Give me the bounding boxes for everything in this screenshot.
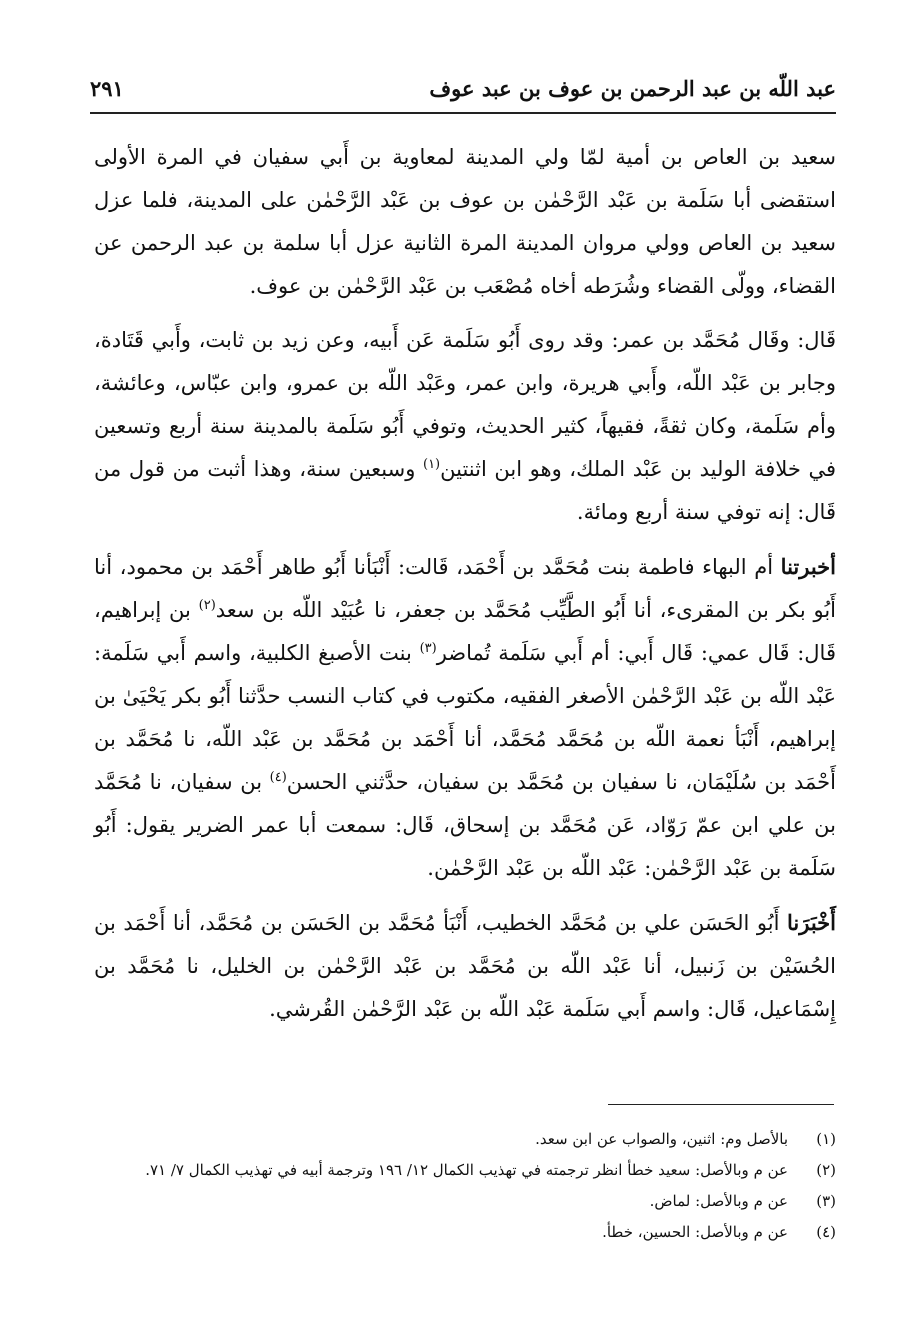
paragraph-text: أَبُو الحَسَن علي بن مُحَمَّد الخطيب، أَنْبَأ مُحَمَّد بن الحَسَن بن مُحَمَّد، أنا أَحْمَد بن الحُسَيْن بن زَنبيل، أنا عَبْد اللّه بن مُحَمَّد بن عَبْد الرَّحْمٰن بن الخليل، نا مُحَمَّد بن إِسْمَاعيل، قَال: واسم أَبي سَلَمة عَبْد اللّه بن عَبْد الرَّحْمٰن القُرشي. [94, 911, 836, 1021]
footnote [100, 1124, 836, 1155]
footnotes [100, 1124, 836, 1248]
footnote-number: (٢) [816, 1161, 836, 1179]
paragraph-lead-word: أخبرتنا [780, 554, 836, 579]
paragraph-lead-word: أَخْبَرَنا [787, 910, 836, 935]
footnote-number: (٣) [816, 1192, 836, 1210]
footnote-text: عن م وبالأصل: لماض. [649, 1192, 788, 1210]
paragraph-text: سعيد بن العاص بن أمية لمّا ولي المدينة لمعاوية بن أَبي سفيان في المرة الأولى استقضى أبا سَلَمة بن عَبْد الرَّحْمٰن بن عوف بن عَبْد الرَّحْمٰن على المدينة، فلما عزل سعيد بن العاص وولي مروان المدينة المرة الثانية عزل أبا سلمة بن عبد الرحمن عن القضاء، وولّى القضاء وشُرَطه أخاه مُصْعَب بن عَبْد الرَّحْمٰن بن عوف. [94, 145, 836, 298]
footnote-text: عن م وبالأصل: سعيد خطأ انظر ترجمته في تهذيب الكمال ١٢/ ١٩٦ وترجمة أبيه في تهذيب الكمال ٧/ ٧١. [145, 1161, 788, 1179]
header-rule [90, 112, 836, 114]
paragraph-1 [94, 136, 836, 308]
paragraph-text: وسبعين سنة، وهذا أثبت من قول من قَال: إنه توفي سنة أربع ومائة. [94, 457, 836, 524]
main-text [94, 136, 836, 1031]
footnote-ref-2: (٢) [198, 598, 216, 613]
paragraph-3 [94, 545, 836, 890]
paragraph-text: قَال: وقَال مُحَمَّد بن عمر: وقد روى أَبُو سَلَمة عَن أَبيه، وعن زيد بن ثابت، وأَبي قَتَادة، وجابر بن عَبْد اللّه، وأَبي هريرة، وابن عمر، وعَبْد اللّه بن عمرو، وابن عبّاس، وعائشة، وأم سَلَمة، وكان ثقةً، فقيهاً، كثير الحديث، وتوفي أَبُو سَلَمة بالمدينة سنة أربع وتسعين في خلافة الوليد بن عَبْد الملك، وهو ابن اثنتين [94, 328, 836, 481]
page-number: ٢٩١ [90, 76, 124, 101]
footnote [100, 1186, 836, 1217]
paragraph-4 [94, 901, 836, 1031]
footnote-ref-3: (٣) [419, 641, 437, 656]
footnote-text: بالأصل وم: اثنين، والصواب عن ابن سعد. [535, 1130, 788, 1148]
footnote-rule [608, 1104, 834, 1105]
footnote [100, 1217, 836, 1248]
paragraph-text: بن سفيان، نا مُحَمَّد بن علي ابن عمّ رَوّاد، عَن مُحَمَّد بن إسحاق، قَال: سمعت أبا عمر الضرير يقول: أَبُو سَلَمة بن عَبْد الرَّحْمٰن: عَبْد اللّه بن عَبْد الرَّحْمٰن. [94, 770, 836, 880]
running-title: عبد اللّه بن عبد الرحمن بن عوف بن عبد عوف [429, 76, 836, 101]
footnote-text: عن م وبالأصل: الحسين، خطأ. [602, 1223, 788, 1241]
paragraph-2 [94, 319, 836, 534]
paragraph-text: بنت الأصبغ الكلبية، واسم أَبي سَلَمة: عَبْد اللّه بن عَبْد الرَّحْمٰن الأصغر الفقيه، مكتوب في كتاب النسب حدَّثنا أَبُو بكر يَحْيَىٰ بن إبراهيم، أَنْبَأ نعمة اللّه بن مُحَمَّد مُحَمَّد، أنا أَحْمَد بن مُحَمَّد بن عَبْد اللّه، نا مُحَمَّد بن أَحْمَد بن سُلَيْمَان، نا سفيان بن مُحَمَّد بن سفيان، حدَّثني الحسن [94, 641, 836, 794]
footnote-ref-1: (١) [422, 457, 441, 472]
footnote-number: (١) [816, 1130, 836, 1148]
footnote [100, 1155, 836, 1186]
footnote-number: (٤) [816, 1223, 836, 1241]
paragraph-text: بن إبراهيم، قَال: قَال عمي: قَال أَبي: أم أَبي سَلَمة تُماضر [94, 598, 836, 665]
footnote-ref-4: (٤) [269, 770, 287, 785]
page-header [90, 70, 836, 110]
paragraph-text: أم البهاء فاطمة بنت مُحَمَّد بن أَحْمَد، قَالت: أَنْبَأنا أَبُو طاهر أَحْمَد بن محمود، أنا أَبُو بكر بن المقرىء، أنا أَبُو الطَّيِّب مُحَمَّد بن جعفر، نا عُبَيْد اللّه بن سعد [94, 555, 836, 622]
